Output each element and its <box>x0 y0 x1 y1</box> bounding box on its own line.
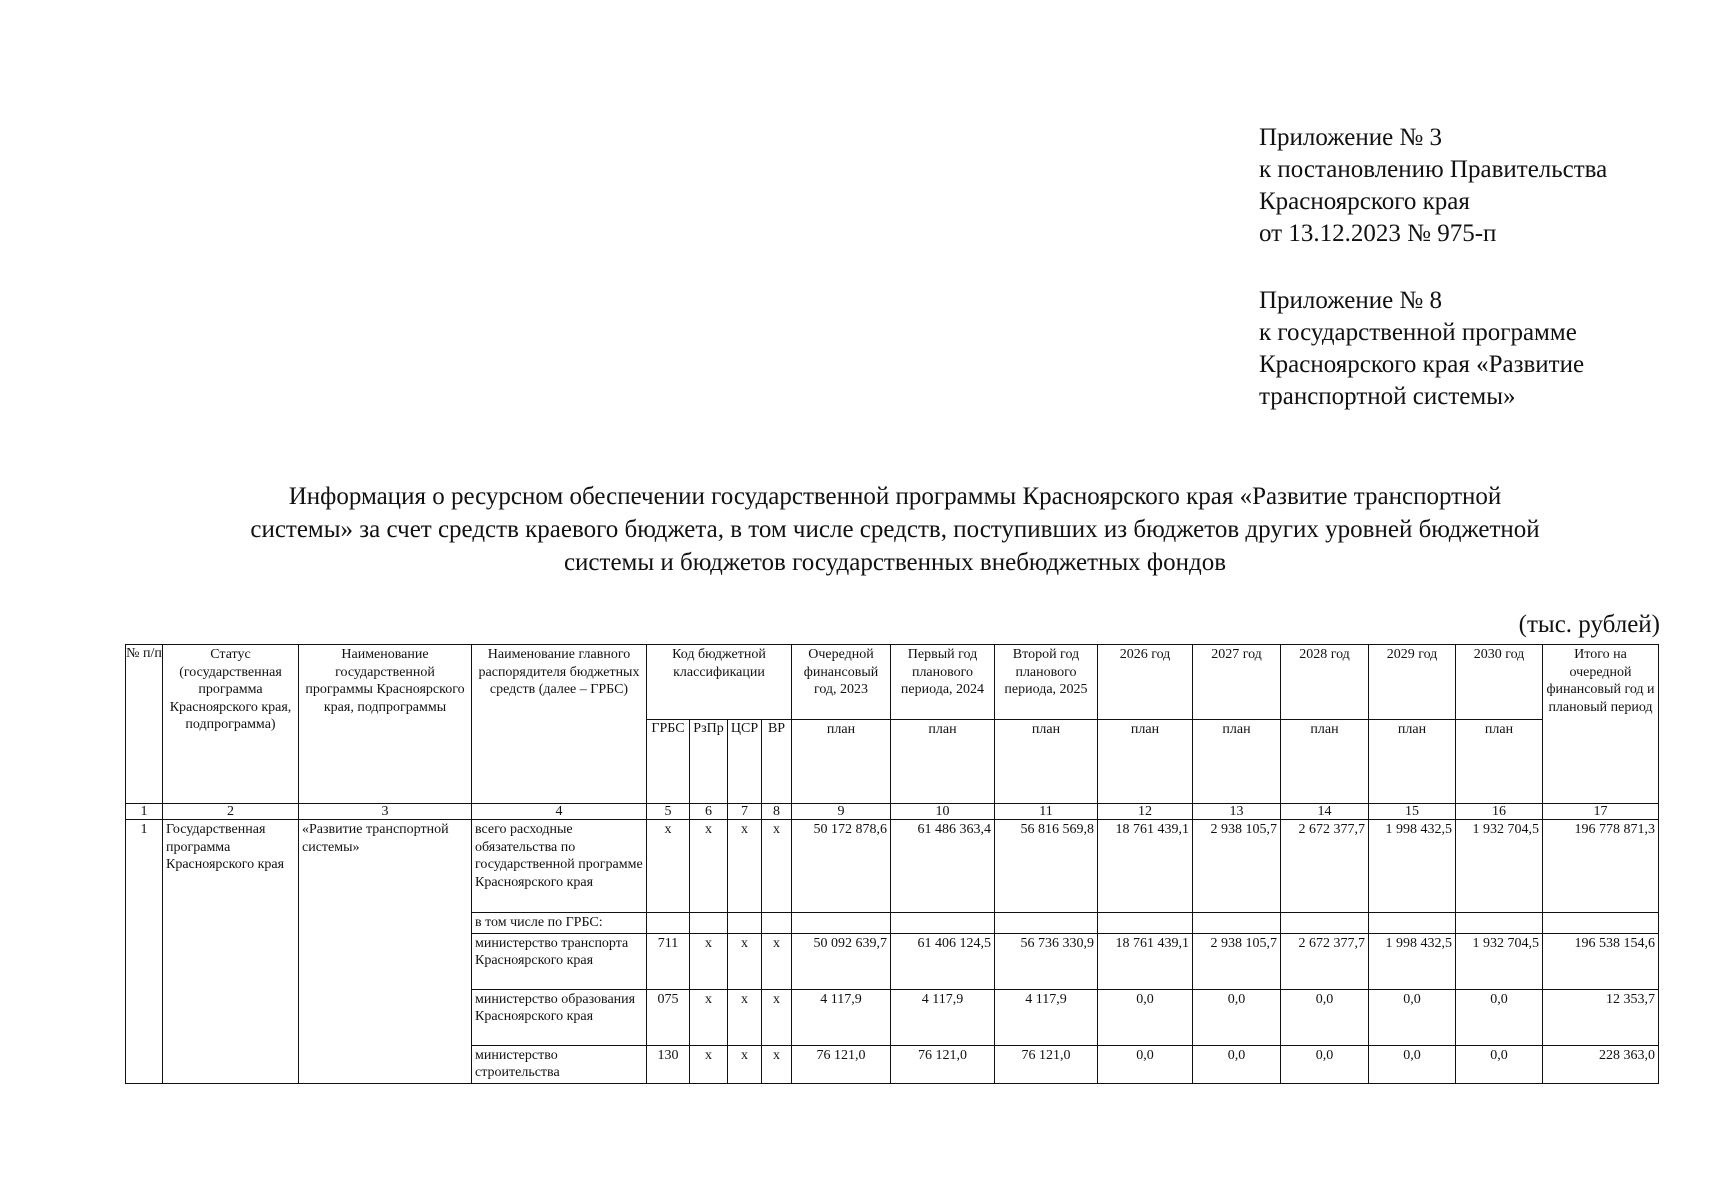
appendix-line: к государственной программе <box>1259 319 1577 346</box>
title-line: системы и бюджетов государственных внебюджетных фондов <box>563 549 1227 576</box>
column-number: 13 <box>1193 804 1281 820</box>
cell-value: 0,0 <box>1456 1045 1543 1083</box>
cell-value: 0,0 <box>1281 989 1369 1045</box>
cell-value: 4 117,9 <box>995 989 1098 1045</box>
cell-value: 0,0 <box>1369 989 1456 1045</box>
cell-value: 1 932 704,5 <box>1456 820 1543 913</box>
column-number-row <box>126 804 1659 820</box>
cell-empty <box>1098 913 1193 934</box>
cell-code: 711 <box>647 933 690 989</box>
appendix-line: Красноярского края <box>1259 188 1470 215</box>
cell-empty <box>1193 913 1281 934</box>
header-year-2024: Первый год планового периода, 2024 <box>891 645 995 720</box>
cell-value: 2 938 105,7 <box>1193 933 1281 989</box>
row-grbs-label: всего расходные обязательства по государственной программе Красноярского края <box>472 820 647 913</box>
header-year-2027: 2027 год <box>1193 645 1281 720</box>
header-plan: план <box>792 720 891 804</box>
cell-code: x <box>762 989 792 1045</box>
cell-code: x <box>690 820 728 913</box>
cell-code: x <box>728 989 762 1045</box>
column-number: 9 <box>792 804 891 820</box>
cell-empty <box>762 913 792 934</box>
column-number: 4 <box>472 804 647 820</box>
cell-value: 56 816 569,8 <box>995 820 1098 913</box>
cell-code: x <box>690 989 728 1045</box>
cell-value: 1 998 432,5 <box>1369 820 1456 913</box>
column-number: 16 <box>1456 804 1543 820</box>
cell-empty <box>891 913 995 934</box>
column-number: 2 <box>163 804 299 820</box>
header-total: Итого на очередной финансовый год и плановый период <box>1543 645 1659 804</box>
appendix-line: Приложение № 8 <box>1259 287 1443 314</box>
cell-value: 61 486 363,4 <box>891 820 995 913</box>
cell-empty <box>690 913 728 934</box>
cell-value: 0,0 <box>1281 1045 1369 1083</box>
column-number: 6 <box>690 804 728 820</box>
cell-value: 76 121,0 <box>792 1045 891 1083</box>
cell-value: 1 998 432,5 <box>1369 933 1456 989</box>
column-number: 17 <box>1543 804 1659 820</box>
header-grbs-name: Наименование главного распорядителя бюджетных средств (далее – ГРБС) <box>472 645 647 804</box>
column-number: 7 <box>728 804 762 820</box>
header-plan: план <box>1369 720 1456 804</box>
cell-total: 196 778 871,3 <box>1543 820 1659 913</box>
units-label: (тыс. рублей) <box>1518 611 1660 638</box>
appendix-line: к постановлению Правительства <box>1259 156 1608 183</box>
column-number: 15 <box>1369 804 1456 820</box>
title-line: системы» за счет средств краевого бюджета, в том числе средств, поступивших из бюджетов других уровней бюджетной <box>250 516 1540 543</box>
header-kbk-rzpr: РзПр <box>690 720 728 804</box>
cell-empty <box>647 913 690 934</box>
header-year-2023: Очередной финансовый год, 2023 <box>792 645 891 720</box>
header-year-2029: 2029 год <box>1369 645 1456 720</box>
header-plan: план <box>1098 720 1193 804</box>
cell-total: 228 363,0 <box>1543 1045 1659 1083</box>
cell-value: 2 938 105,7 <box>1193 820 1281 913</box>
header-year-2030: 2030 год <box>1456 645 1543 720</box>
cell-code: x <box>647 820 690 913</box>
cell-value: 0,0 <box>1098 1045 1193 1083</box>
cell-empty <box>1543 913 1659 934</box>
header-status: Статус (государственная программа Красноярского края, подпрограмма) <box>163 645 299 804</box>
appendix-3-block <box>1259 122 1607 250</box>
cell-empty <box>1456 913 1543 934</box>
cell-empty <box>1369 913 1456 934</box>
cell-value: 0,0 <box>1456 989 1543 1045</box>
cell-code: x <box>762 820 792 913</box>
header-plan: план <box>891 720 995 804</box>
cell-value: 0,0 <box>1193 989 1281 1045</box>
column-number: 12 <box>1098 804 1193 820</box>
header-plan: план <box>1281 720 1369 804</box>
cell-value: 56 736 330,9 <box>995 933 1098 989</box>
cell-code: x <box>690 933 728 989</box>
cell-value: 0,0 <box>1098 989 1193 1045</box>
row-status: Государственная программа Красноярского края <box>163 820 299 1084</box>
cell-value: 50 092 639,7 <box>792 933 891 989</box>
row-program-name: «Развитие транспортной системы» <box>299 820 472 1084</box>
column-number: 1 <box>126 804 163 820</box>
column-number: 10 <box>891 804 995 820</box>
table-row-total <box>126 820 1659 913</box>
cell-value: 4 117,9 <box>891 989 995 1045</box>
appendix-8-block <box>1259 285 1584 413</box>
cell-empty <box>792 913 891 934</box>
column-number: 11 <box>995 804 1098 820</box>
column-number: 14 <box>1281 804 1369 820</box>
document-title <box>130 480 1660 579</box>
column-number: 5 <box>647 804 690 820</box>
appendix-line: Красноярского края «Развитие <box>1259 351 1585 378</box>
row-number: 1 <box>126 820 163 1084</box>
header-plan: план <box>1456 720 1543 804</box>
header-kbk: Код бюджетной классификации <box>647 645 792 720</box>
header-no: № п/п <box>126 645 163 804</box>
cell-code: 075 <box>647 989 690 1045</box>
cell-code: x <box>762 933 792 989</box>
appendix-line: Приложение № 3 <box>1259 124 1443 151</box>
header-plan: план <box>995 720 1098 804</box>
cell-value: 18 761 439,1 <box>1098 820 1193 913</box>
row-grbs-label: министерство транспорта Красноярского края <box>472 933 647 989</box>
cell-value: 1 932 704,5 <box>1456 933 1543 989</box>
row-grbs-label: министерство строительства <box>472 1045 647 1083</box>
cell-code: 130 <box>647 1045 690 1083</box>
cell-code: x <box>728 933 762 989</box>
header-year-2026: 2026 год <box>1098 645 1193 720</box>
cell-value: 18 761 439,1 <box>1098 933 1193 989</box>
header-year-2025: Второй год планового периода, 2025 <box>995 645 1098 720</box>
cell-code: x <box>690 1045 728 1083</box>
resource-table <box>125 644 1659 1084</box>
appendix-line: транспортной системы» <box>1259 383 1516 410</box>
cell-value: 76 121,0 <box>995 1045 1098 1083</box>
cell-empty <box>995 913 1098 934</box>
header-year-2028: 2028 год <box>1281 645 1369 720</box>
cell-empty <box>1281 913 1369 934</box>
title-line: Информация о ресурсном обеспечении государственной программы Красноярского края «Развитие транспортной <box>288 483 1502 510</box>
row-grbs-label: министерство образования Красноярского края <box>472 989 647 1045</box>
column-number: 8 <box>762 804 792 820</box>
cell-empty <box>728 913 762 934</box>
header-program-name: Наименование государственной программы Красноярского края, подпрограммы <box>299 645 472 804</box>
header-plan: план <box>1193 720 1281 804</box>
cell-value: 0,0 <box>1369 1045 1456 1083</box>
cell-value: 76 121,0 <box>891 1045 995 1083</box>
header-kbk-csr: ЦСР <box>728 720 762 804</box>
cell-value: 2 672 377,7 <box>1281 933 1369 989</box>
cell-total: 196 538 154,6 <box>1543 933 1659 989</box>
row-incl-label: в том числе по ГРБС: <box>472 913 647 934</box>
header-kbk-grbs: ГРБС <box>647 720 690 804</box>
cell-value: 61 406 124,5 <box>891 933 995 989</box>
appendix-line: от 13.12.2023 № 975-п <box>1259 220 1497 247</box>
cell-code: x <box>728 1045 762 1083</box>
cell-value: 2 672 377,7 <box>1281 820 1369 913</box>
header-row <box>126 645 1659 720</box>
cell-value: 50 172 878,6 <box>792 820 891 913</box>
header-kbk-vr: ВР <box>762 720 792 804</box>
cell-value: 0,0 <box>1193 1045 1281 1083</box>
cell-code: x <box>728 820 762 913</box>
cell-total: 12 353,7 <box>1543 989 1659 1045</box>
cell-value: 4 117,9 <box>792 989 891 1045</box>
cell-code: x <box>762 1045 792 1083</box>
column-number: 3 <box>299 804 472 820</box>
